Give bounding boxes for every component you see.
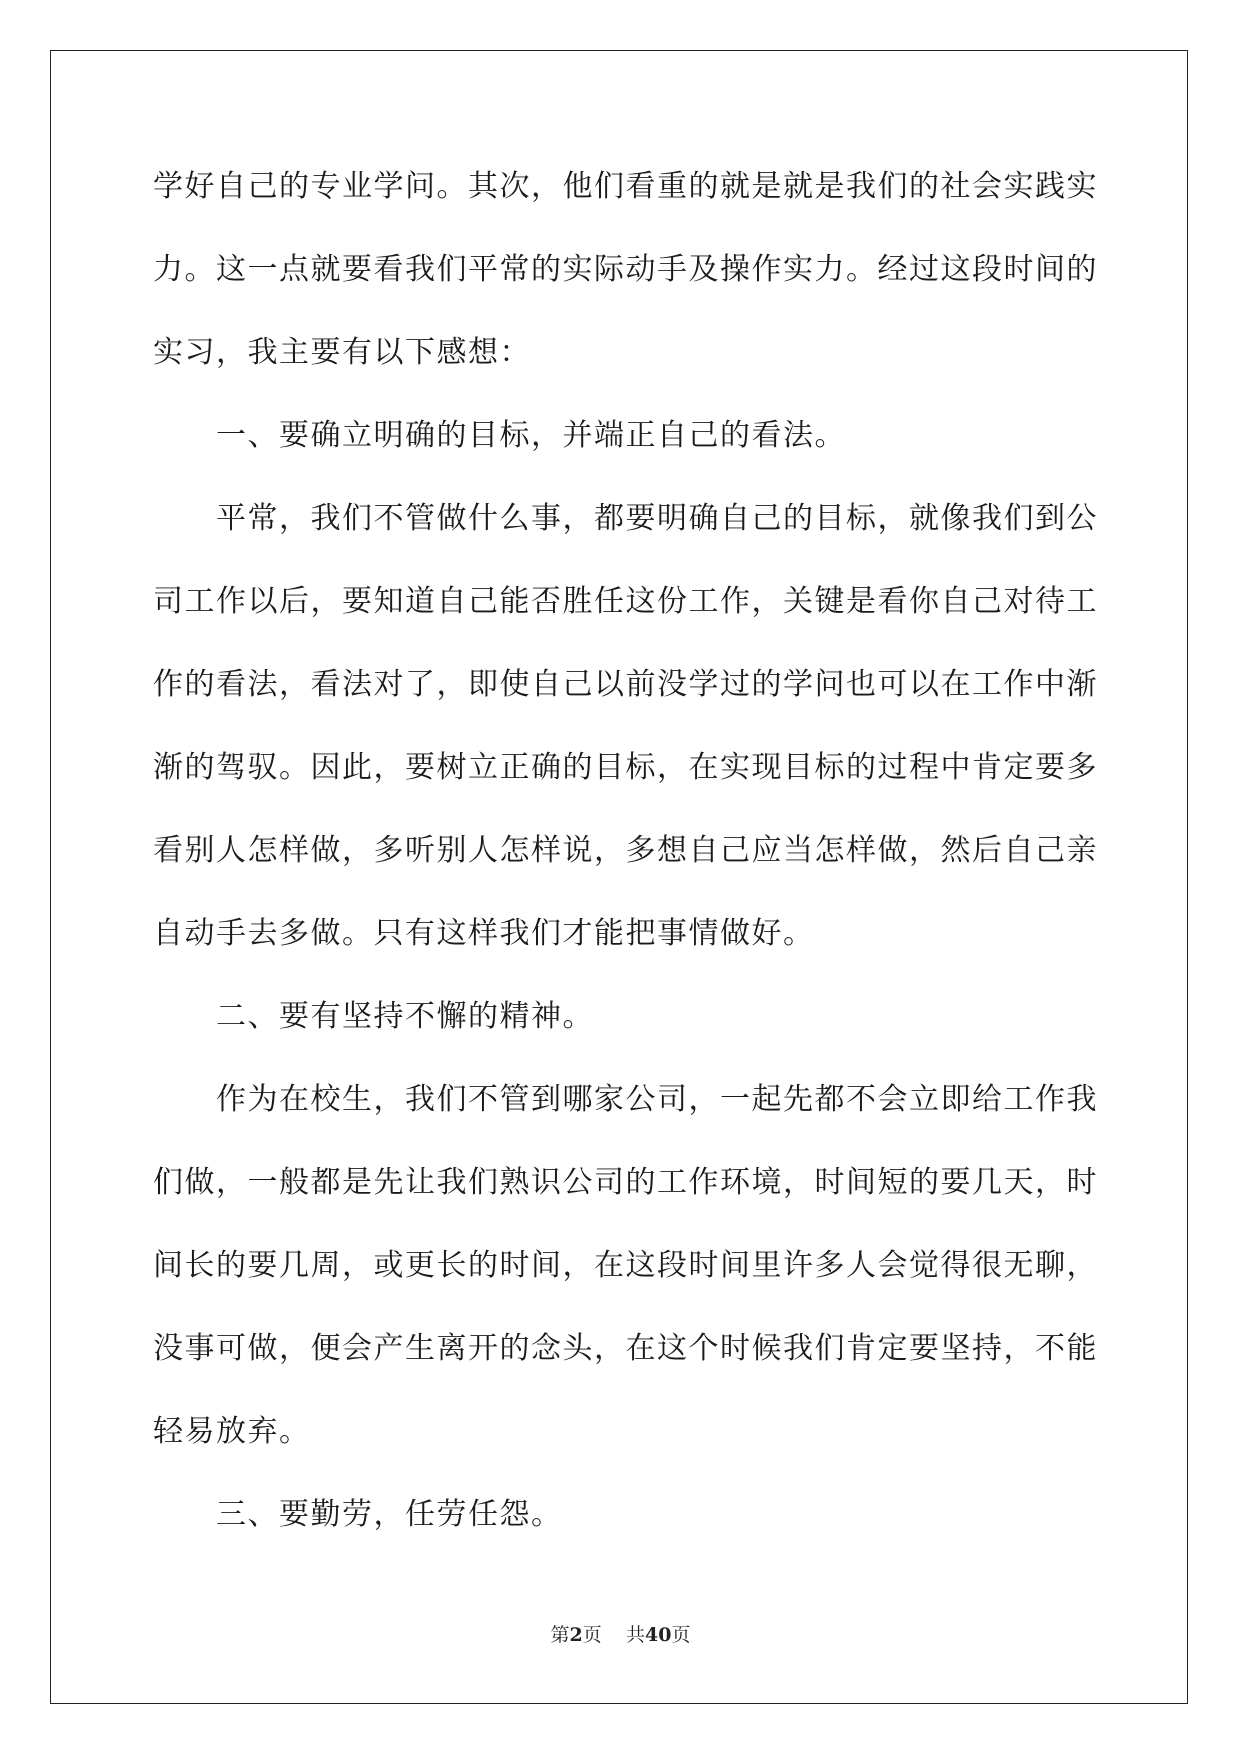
total-pages: 40	[644, 1624, 672, 1646]
total-suffix: 页	[671, 1624, 691, 1646]
section-heading: 二、要有坚持不懈的精神。	[153, 999, 594, 1034]
text-line: 间长的要几周，或更长的时间，在这段时间里许多人会觉得很无聊，	[153, 1248, 1098, 1283]
text-line: 没事可做，便会产生离开的念头，在这个时候我们肯定要坚持，不能	[153, 1331, 1098, 1366]
text-line: 学好自己的专业学问。其次，他们看重的就是就是我们的社会实践实	[153, 169, 1098, 204]
text-line: 作为在校生，我们不管到哪家公司，一起先都不会立即给工作我	[153, 1082, 1098, 1117]
text-line: 作的看法，看法对了，即使自己以前没学过的学问也可以在工作中渐	[153, 667, 1098, 702]
text-line: 自动手去多做。只有这样我们才能把事情做好。	[153, 916, 815, 951]
text-line: 力。这一点就要看我们平常的实际动手及操作实力。经过这段时间的	[153, 252, 1098, 287]
text-line: 实习，我主要有以下感想：	[153, 335, 531, 370]
text-line: 平常，我们不管做什么事，都要明确自己的目标，就像我们到公	[153, 501, 1098, 536]
page-number: 2	[569, 1624, 583, 1646]
section-heading: 一、要确立明确的目标，并端正自己的看法。	[153, 418, 846, 453]
text-line: 轻易放弃。	[153, 1414, 311, 1449]
document-body	[153, 145, 1098, 1556]
page-suffix: 页	[582, 1624, 602, 1646]
text-line: 渐的驾驭。因此，要树立正确的目标，在实现目标的过程中肯定要多	[153, 750, 1098, 785]
text-line: 们做，一般都是先让我们熟识公司的工作环境，时间短的要几天，时	[153, 1165, 1098, 1200]
text-line: 看别人怎样做，多听别人怎样说，多想自己应当怎样做，然后自己亲	[153, 833, 1098, 868]
section-heading: 三、要勤劳，任劳任怨。	[153, 1497, 563, 1532]
total-prefix: 共	[625, 1624, 645, 1646]
page-prefix: 第	[550, 1624, 570, 1646]
page-footer	[0, 1620, 1241, 1647]
text-line: 司工作以后，要知道自己能否胜任这份工作，关键是看你自己对待工	[153, 584, 1098, 619]
